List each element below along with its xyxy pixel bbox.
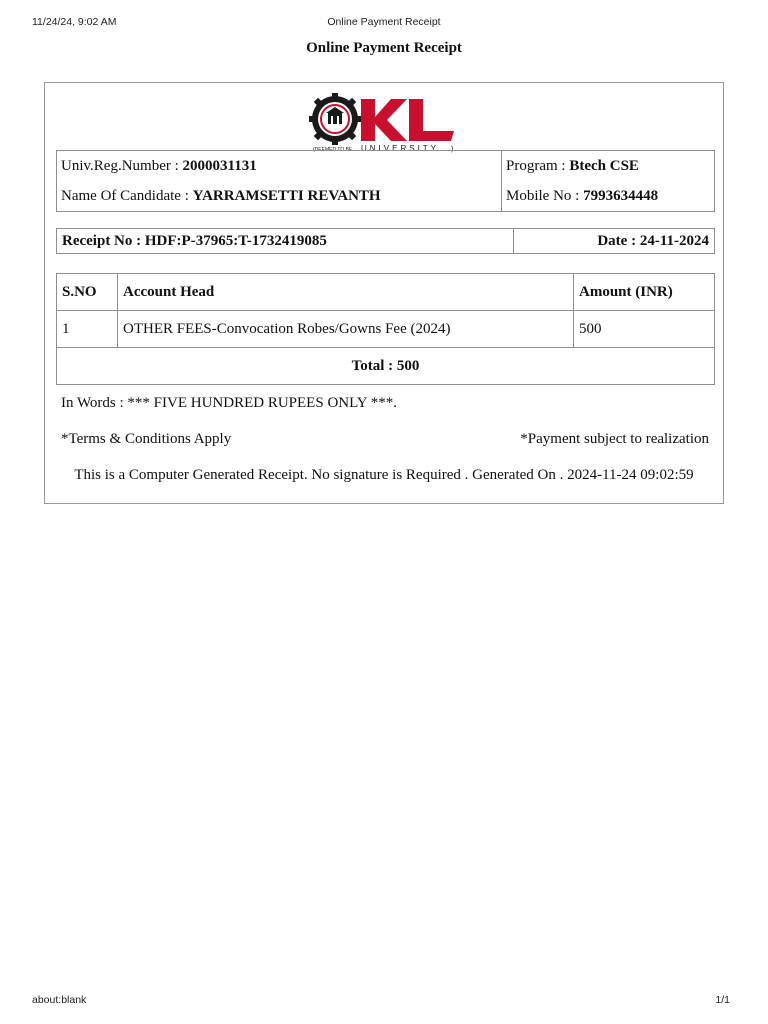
kl-letters xyxy=(361,99,454,141)
table-row xyxy=(57,311,715,348)
table-row xyxy=(57,151,715,182)
table-header-row xyxy=(57,274,715,311)
candidate-name-value: YARRAMSETTI REVANTH xyxy=(192,187,381,204)
logo-university-text: UNIVERSITY xyxy=(361,144,440,153)
print-url: about:blank xyxy=(32,994,87,1006)
column-header-amount: Amount (INR) xyxy=(574,274,715,311)
program-label: Program : xyxy=(506,157,570,174)
column-header-account-head: Account Head xyxy=(118,274,574,311)
program-cell xyxy=(502,151,715,182)
total-amount: Total : 500 xyxy=(57,348,715,385)
cell-account-head: OTHER FEES-Convocation Robes/Gowns Fee (2024) xyxy=(118,311,574,348)
receipt-number: Receipt No : HDF:P-37965:T-1732419085 xyxy=(57,229,514,254)
receipt-number-table xyxy=(56,228,715,254)
print-page-number: 1/1 xyxy=(715,994,730,1006)
generated-note: This is a Computer Generated Receipt. No signature is Required . Generated On . 2024-11-24 09:02:59 xyxy=(74,467,694,483)
kl-university-logo xyxy=(309,93,459,153)
receipt-date: Date : 24-11-2024 xyxy=(514,229,715,254)
student-info-table xyxy=(56,150,715,212)
column-header-sno: S.NO xyxy=(57,274,118,311)
candidate-name-cell xyxy=(57,181,502,212)
print-datetime: 11/24/24, 9:02 AM xyxy=(32,16,117,28)
table-row xyxy=(57,181,715,212)
program-value: Btech CSE xyxy=(569,157,639,174)
table-row xyxy=(57,229,715,254)
print-header-title: Online Payment Receipt xyxy=(327,16,441,28)
cell-amount: 500 xyxy=(574,311,715,348)
mobile-cell xyxy=(502,181,715,212)
reg-number-value: 2000031131 xyxy=(182,157,257,174)
cell-sno: 1 xyxy=(57,311,118,348)
terms-note: *Terms & Conditions Apply xyxy=(61,431,232,447)
logo-deemed-text: (DEEMED TO BE xyxy=(313,147,353,153)
fees-table xyxy=(56,273,715,385)
page-title: Online Payment Receipt xyxy=(306,40,462,56)
mobile-value: 7993634448 xyxy=(583,187,659,204)
reg-number-cell xyxy=(57,151,502,182)
amount-in-words: In Words : *** FIVE HUNDRED RUPEES ONLY ***. xyxy=(61,395,398,411)
candidate-name-label: Name Of Candidate : xyxy=(61,187,193,204)
payment-realization-note: *Payment subject to realization xyxy=(520,431,709,447)
logo-paren: ) xyxy=(451,146,454,153)
university-seal-icon xyxy=(309,93,361,145)
reg-number-label: Univ.Reg.Number : xyxy=(61,157,183,174)
receipt-card xyxy=(44,82,724,504)
mobile-label: Mobile No : xyxy=(506,187,584,204)
table-total-row xyxy=(57,348,715,385)
